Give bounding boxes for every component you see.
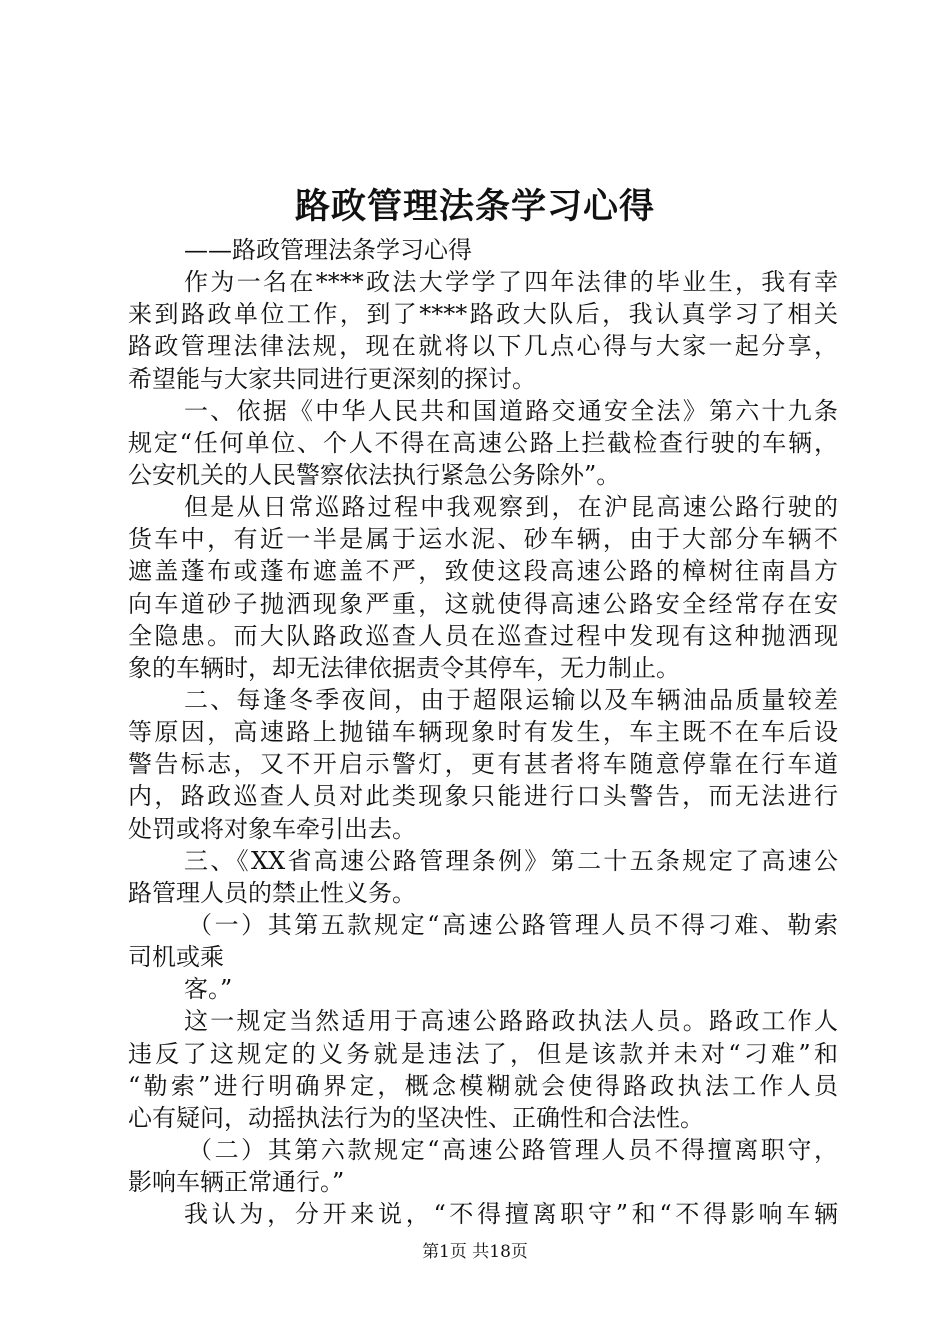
body-line: 违反了这规定的义务就是违法了，但是该款并未对“刁难”和: [128, 1039, 838, 1068]
body-line: 内，路政巡查人员对此类现象只能进行口头警告，而无法进行: [128, 782, 838, 811]
body-line: 公安机关的人民警察依法执行紧急公务除外”。: [128, 460, 621, 489]
body-line: 这一规定当然适用于高速公路路政执法人员。路政工作人: [184, 1007, 838, 1036]
body-line: 客。”: [184, 975, 233, 1004]
body-line: 司机或乘: [128, 943, 224, 972]
body-line: 遮盖蓬布或蓬布遮盖不严，致使这段高速公路的樟树往南昌方: [128, 557, 838, 586]
body-line: 象的车辆时，却无法律依据责令其停车，无力制止。: [128, 653, 680, 682]
body-line: 警告标志，又不开启示警灯，更有甚者将车随意停靠在行车道: [128, 750, 838, 779]
body-line: 二、每逢冬季夜间，由于超限运输以及车辆油品质量较差: [184, 685, 838, 714]
body-line: （二）其第六款规定“高速公路管理人员不得擅离职守，: [188, 1135, 838, 1164]
body-line: 路政管理法律法规，现在就将以下几点心得与大家一起分享，: [128, 332, 838, 361]
body-line: 向车道砂子抛洒现象严重，这就使得高速公路安全经常存在安: [128, 589, 838, 618]
body-line: 货车中，有近一半是属于运水泥、砂车辆，由于大部分车辆不: [128, 525, 838, 554]
body-line: 全隐患。而大队路政巡查人员在巡查过程中发现有这种抛洒现: [128, 621, 838, 650]
body-line: 规定“任何单位、个人不得在高速公路上拦截检查行驶的车辆，: [128, 428, 838, 457]
body-line: 希望能与大家共同进行更深刻的探讨。: [128, 364, 536, 393]
body-line: 路管理人员的禁止性义务。: [128, 878, 416, 907]
body-line: （一）其第五款规定“高速公路管理人员不得刁难、勒索: [188, 910, 838, 939]
body-line: 三、《XX省高速公路管理条例》第二十五条规定了高速公: [184, 846, 838, 875]
body-line: 心有疑问，动摇执法行为的坚决性、正确性和合法性。: [128, 1103, 704, 1132]
body-line: “勒索”进行明确界定，概念模糊就会使得路政执法工作人员: [128, 1071, 838, 1100]
body-line: 一、依据《中华人民共和国道路交通安全法》第六十九条: [184, 396, 838, 425]
body-line: 影响车辆正常通行。”: [128, 1168, 345, 1197]
body-line: 来到路政单位工作，到了****路政大队后，我认真学习了相关: [128, 300, 838, 329]
body-line: 但是从日常巡路过程中我观察到，在沪昆高速公路行驶的: [184, 493, 838, 522]
document-title: 路政管理法条学习心得: [294, 186, 655, 227]
body-line: 等原因，高速路上抛锚车辆现象时有发生，车主既不在车后设: [128, 718, 838, 747]
page-footer: 第1页 共18页: [422, 1242, 528, 1262]
document-body: [128, 234, 838, 1230]
body-line: ——路政管理法条学习心得: [184, 236, 472, 264]
body-line: 处罚或将对象车牵引出去。: [128, 814, 416, 843]
body-line: 我认为，分开来说，“不得擅离职守”和“不得影响车辆: [184, 1200, 838, 1229]
body-line: 作为一名在****政法大学学了四年法律的毕业生，我有幸: [184, 268, 838, 297]
